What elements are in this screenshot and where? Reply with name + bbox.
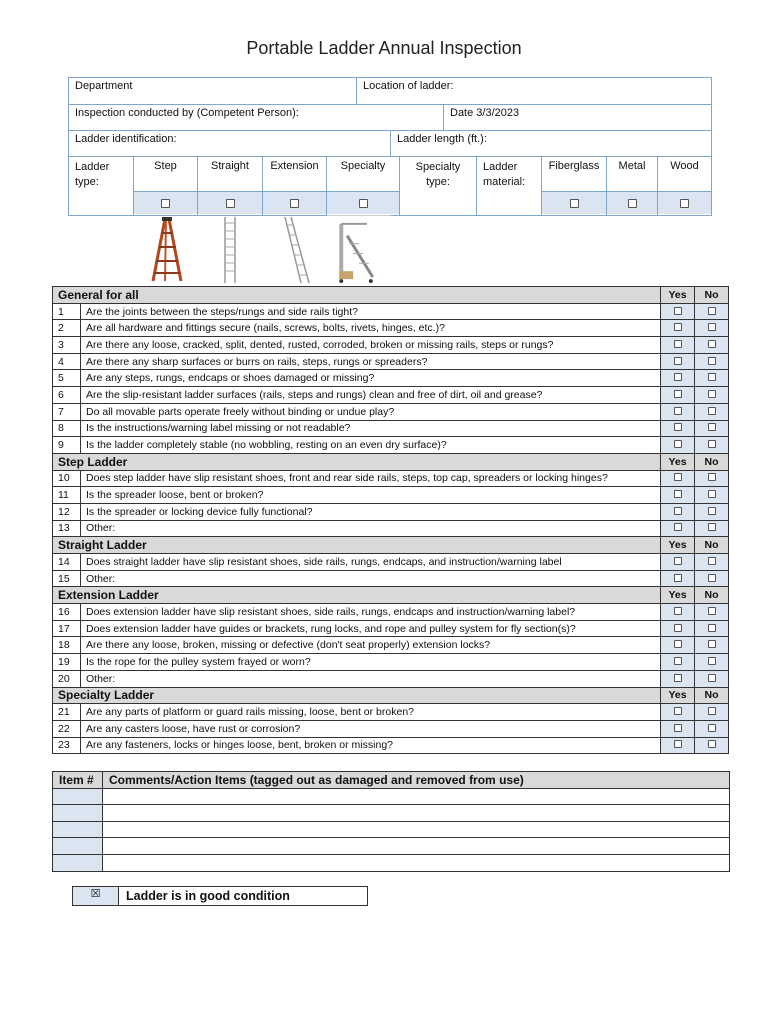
checklist-row — [53, 604, 729, 621]
item-number-header: Item # — [53, 772, 103, 789]
checklist-row — [53, 387, 729, 404]
yes-header: Yes — [661, 287, 695, 304]
item-number: 11 — [53, 487, 81, 504]
yes-checkbox[interactable] — [674, 390, 682, 398]
item-number: 18 — [53, 637, 81, 654]
inspection-checklist — [52, 286, 729, 754]
checklist-row — [53, 654, 729, 671]
section-header — [53, 687, 729, 704]
comment-row — [53, 838, 730, 855]
item-question: Is the spreader loose, bent or broken? — [81, 487, 661, 504]
yes-header: Yes — [661, 587, 695, 604]
checklist-row — [53, 303, 729, 320]
good-condition-row — [72, 886, 368, 906]
item-question: Are the slip-resistant ladder surfaces (rails, steps and rungs) clean and free of dirt, oil and grease? — [81, 387, 661, 404]
no-checkbox[interactable] — [708, 624, 716, 632]
item-question: Are any casters loose, have rust or corrosion? — [81, 720, 661, 737]
item-number: 22 — [53, 720, 81, 737]
item-question: Are any parts of platform or guard rails missing, loose, bent or broken? — [81, 704, 661, 721]
item-question: Are any steps, rungs, endcaps or shoes damaged or missing? — [81, 370, 661, 387]
material-wood-checkbox[interactable] — [680, 199, 689, 208]
ladder-images — [135, 215, 391, 285]
yes-checkbox[interactable] — [674, 640, 682, 648]
no-header: No — [695, 287, 729, 304]
no-checkbox[interactable] — [708, 357, 716, 365]
no-header: No — [695, 453, 729, 470]
item-question: Is the rope for the pulley system frayed or worn? — [81, 654, 661, 671]
yes-checkbox[interactable] — [674, 490, 682, 498]
material-fiberglass-checkbox[interactable] — [570, 199, 579, 208]
item-number: 13 — [53, 520, 81, 537]
item-number-input[interactable] — [53, 854, 103, 871]
item-number: 23 — [53, 737, 81, 754]
item-number: 9 — [53, 437, 81, 454]
item-number-input[interactable] — [53, 821, 103, 838]
checklist-row — [53, 637, 729, 654]
item-number: 16 — [53, 604, 81, 621]
no-checkbox[interactable] — [708, 390, 716, 398]
item-question: Other: — [81, 670, 661, 687]
section-header — [53, 287, 729, 304]
no-checkbox[interactable] — [708, 557, 716, 565]
item-number: 19 — [53, 654, 81, 671]
section-title: Extension Ladder — [53, 587, 661, 604]
item-number: 1 — [53, 303, 81, 320]
yes-checkbox[interactable] — [674, 740, 682, 748]
no-checkbox[interactable] — [708, 373, 716, 381]
yes-header: Yes — [661, 453, 695, 470]
no-checkbox[interactable] — [708, 574, 716, 582]
item-number-input[interactable] — [53, 788, 103, 805]
ladder-type-label: Ladder type: — [69, 157, 134, 215]
checklist-row — [53, 670, 729, 687]
specialty-ladder-image — [327, 215, 391, 285]
item-number: 8 — [53, 420, 81, 437]
section-title: Straight Ladder — [53, 537, 661, 554]
type-extension-checkbox[interactable] — [290, 199, 299, 208]
ladder-length-field[interactable]: Ladder length (ft.): — [397, 133, 487, 145]
yes-checkbox[interactable] — [674, 523, 682, 531]
item-question: Are there any loose, broken, missing or defective (don't seat properly) extension locks? — [81, 637, 661, 654]
item-question: Are all hardware and fittings secure (nails, screws, bolts, rivets, hinges, etc.)? — [81, 320, 661, 337]
item-question: Are the joints between the steps/rungs and side rails tight? — [81, 303, 661, 320]
checklist-row — [53, 437, 729, 454]
checklist-row — [53, 720, 729, 737]
no-header: No — [695, 587, 729, 604]
yes-checkbox[interactable] — [674, 373, 682, 381]
item-question: Does extension ladder have slip resistant shoes, side rails, rungs, endcaps and instruction/warning label? — [81, 604, 661, 621]
yes-checkbox[interactable] — [674, 407, 682, 415]
comments-table — [52, 771, 730, 872]
extension-ladder-image — [263, 215, 327, 285]
comment-row — [53, 805, 730, 822]
item-number: 4 — [53, 353, 81, 370]
yes-checkbox[interactable] — [674, 707, 682, 715]
no-checkbox[interactable] — [708, 607, 716, 615]
comment-row — [53, 854, 730, 871]
no-checkbox[interactable] — [708, 674, 716, 682]
item-question: Is the spreader or locking device fully functional? — [81, 503, 661, 520]
item-number-input[interactable] — [53, 805, 103, 822]
item-question: Are there any sharp surfaces or burrs on rails, steps, rungs or spreaders? — [81, 353, 661, 370]
straight-ladder-image — [199, 215, 263, 285]
comment-input[interactable] — [103, 805, 730, 822]
no-checkbox[interactable] — [708, 707, 716, 715]
no-checkbox[interactable] — [708, 640, 716, 648]
item-number: 6 — [53, 387, 81, 404]
material-metal-label: Metal — [618, 160, 646, 172]
material-metal-checkbox[interactable] — [628, 199, 637, 208]
no-checkbox[interactable] — [708, 307, 716, 315]
comment-row — [53, 788, 730, 805]
checklist-row — [53, 420, 729, 437]
item-number: 17 — [53, 620, 81, 637]
checklist-row — [53, 353, 729, 370]
item-number: 2 — [53, 320, 81, 337]
type-straight-label: Straight — [211, 160, 249, 172]
yes-header: Yes — [661, 687, 695, 704]
yes-checkbox[interactable] — [674, 674, 682, 682]
comment-row — [53, 821, 730, 838]
type-extension-label: Extension — [270, 160, 319, 172]
type-straight-checkbox[interactable] — [226, 199, 235, 208]
type-specialty-label: Specialty — [340, 160, 386, 172]
item-question: Other: — [81, 520, 661, 537]
checklist-row — [53, 320, 729, 337]
item-question: Does step ladder have slip resistant shoes, front and rear side rails, steps, top cap, spreaders or locking hinges? — [81, 470, 661, 487]
good-condition-checkbox[interactable]: ☒ — [73, 887, 119, 905]
page-title: Portable Ladder Annual Inspection — [246, 38, 522, 58]
checklist-row — [53, 487, 729, 504]
section-header — [53, 453, 729, 470]
no-checkbox[interactable] — [708, 423, 716, 431]
item-number: 21 — [53, 704, 81, 721]
item-question: Do all movable parts operate freely without binding or undue play? — [81, 403, 661, 420]
checklist-row — [53, 570, 729, 587]
inspector-field[interactable]: Inspection conducted by (Competent Person): — [69, 105, 444, 130]
yes-checkbox[interactable] — [674, 340, 682, 348]
section-title: Specialty Ladder — [53, 687, 661, 704]
yes-checkbox[interactable] — [674, 574, 682, 582]
specialty-type-field[interactable]: Specialty type: — [400, 157, 477, 215]
checklist-row — [53, 470, 729, 487]
step-ladder-image — [135, 215, 199, 285]
no-checkbox[interactable] — [708, 523, 716, 531]
yes-checkbox[interactable] — [674, 307, 682, 315]
item-number: 20 — [53, 670, 81, 687]
location-field[interactable]: Location of ladder: — [363, 80, 454, 92]
yes-checkbox[interactable] — [674, 624, 682, 632]
item-number: 3 — [53, 337, 81, 354]
item-number: 7 — [53, 403, 81, 420]
yes-checkbox[interactable] — [674, 473, 682, 481]
checklist-row — [53, 370, 729, 387]
yes-checkbox[interactable] — [674, 724, 682, 732]
ladder-info-table — [68, 77, 712, 216]
no-header: No — [695, 687, 729, 704]
type-step-label: Step — [154, 160, 177, 172]
item-question: Other: — [81, 570, 661, 587]
yes-checkbox[interactable] — [674, 323, 682, 331]
item-number: 15 — [53, 570, 81, 587]
section-header — [53, 587, 729, 604]
checklist-row — [53, 620, 729, 637]
comment-input[interactable] — [103, 854, 730, 871]
material-fiberglass-label: Fiberglass — [548, 160, 600, 172]
yes-checkbox[interactable] — [674, 423, 682, 431]
comments-header: Comments/Action Items (tagged out as damaged and removed from use) — [103, 772, 730, 789]
no-checkbox[interactable] — [708, 507, 716, 515]
item-number: 12 — [53, 503, 81, 520]
type-step-checkbox[interactable] — [161, 199, 170, 208]
item-question: Does straight ladder have slip resistant shoes, side rails, rungs, endcaps, and instruction/warning label — [81, 554, 661, 571]
no-checkbox[interactable] — [708, 473, 716, 481]
item-question: Is the instructions/warning label missing or not readable? — [81, 420, 661, 437]
checklist-row — [53, 554, 729, 571]
item-question: Are any fasteners, locks or hinges loose, bent, broken or missing? — [81, 737, 661, 754]
yes-checkbox[interactable] — [674, 557, 682, 565]
no-checkbox[interactable] — [708, 340, 716, 348]
item-number-input[interactable] — [53, 838, 103, 855]
type-specialty-checkbox[interactable] — [359, 199, 368, 208]
item-question: Is the ladder completely stable (no wobbling, resting on an even dry surface)? — [81, 437, 661, 454]
yes-checkbox[interactable] — [674, 357, 682, 365]
item-number: 5 — [53, 370, 81, 387]
section-title: General for all — [53, 287, 661, 304]
material-wood-label: Wood — [670, 160, 699, 172]
item-number: 10 — [53, 470, 81, 487]
no-header: No — [695, 537, 729, 554]
no-checkbox[interactable] — [708, 490, 716, 498]
yes-checkbox[interactable] — [674, 507, 682, 515]
comment-input[interactable] — [103, 838, 730, 855]
comment-input[interactable] — [103, 821, 730, 838]
checklist-row — [53, 520, 729, 537]
item-question: Does extension ladder have guides or brackets, rung locks, and rope and pulley system for fly section(s)? — [81, 620, 661, 637]
checklist-row — [53, 403, 729, 420]
no-checkbox[interactable] — [708, 657, 716, 665]
checklist-row — [53, 704, 729, 721]
item-number: 14 — [53, 554, 81, 571]
good-condition-label: Ladder is in good condition — [126, 889, 290, 903]
section-header — [53, 537, 729, 554]
yes-checkbox[interactable] — [674, 440, 682, 448]
no-checkbox[interactable] — [708, 323, 716, 331]
no-checkbox[interactable] — [708, 440, 716, 448]
no-checkbox[interactable] — [708, 407, 716, 415]
no-checkbox[interactable] — [708, 724, 716, 732]
checklist-row — [53, 503, 729, 520]
ladder-id-field[interactable]: Ladder identification: — [69, 131, 391, 156]
yes-checkbox[interactable] — [674, 657, 682, 665]
yes-header: Yes — [661, 537, 695, 554]
comment-input[interactable] — [103, 788, 730, 805]
section-title: Step Ladder — [53, 453, 661, 470]
date-field[interactable]: Date 3/3/2023 — [450, 107, 520, 119]
yes-checkbox[interactable] — [674, 607, 682, 615]
no-checkbox[interactable] — [708, 740, 716, 748]
item-question: Are there any loose, cracked, split, dented, rusted, corroded, broken or missing rails, steps or rungs? — [81, 337, 661, 354]
checklist-row — [53, 337, 729, 354]
checklist-row — [53, 737, 729, 754]
department-field[interactable]: Department — [69, 78, 357, 104]
ladder-material-label: Ladder material: — [477, 157, 542, 215]
